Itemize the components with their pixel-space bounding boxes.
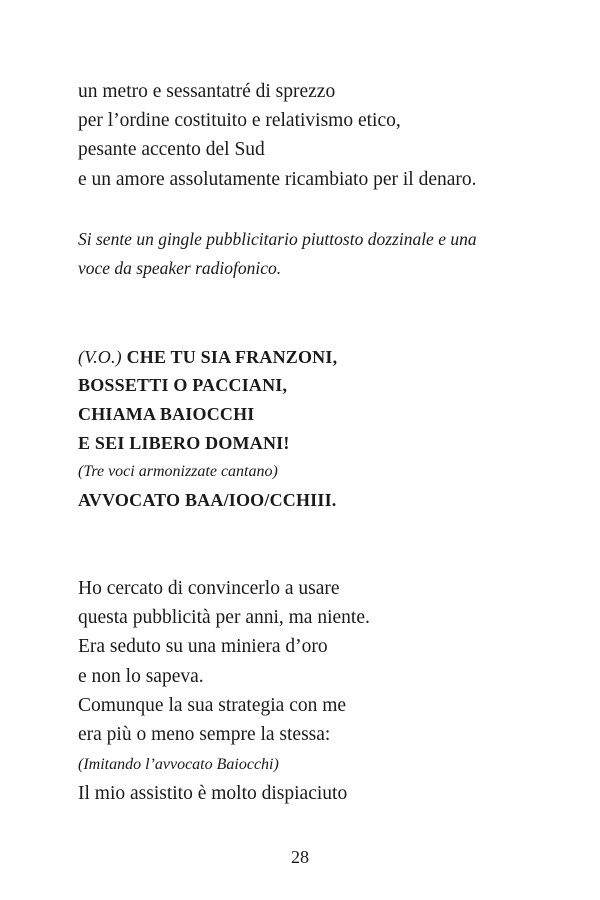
body-line: era più o meno sempre la stessa: xyxy=(78,724,331,745)
body-line: e un amore assolutamente ricambiato per il denaro. xyxy=(78,169,477,190)
jingle-line-5: AVVOCATO BAA/IOO/CCHIII. xyxy=(78,490,337,510)
body-line: Il mio assistito è molto dispiaciuto xyxy=(78,783,348,804)
jingle-line-2: BOSSETTI O PACCIANI, xyxy=(78,375,288,395)
body-line: Comunque la sua strategia con me xyxy=(78,695,347,716)
stage-direction-line: (Imitando l’avvocato Baiocchi) xyxy=(78,756,279,773)
body-line: Era seduto su una miniera d’oro xyxy=(78,636,328,657)
stage-direction-line: Si sente un gingle pubblicitario piuttosto dozzinale e una xyxy=(78,229,477,249)
jingle-text: CHE TU SIA FRANZONI, xyxy=(126,347,338,367)
jingle-line-1 xyxy=(78,345,337,369)
voice-over-tag: (V.O.) xyxy=(78,347,122,367)
body-line: un metro e sessantatré di sprezzo xyxy=(78,81,336,102)
page-number: 28 xyxy=(291,847,309,867)
body-line: per l’ordine costituito e relativismo etico, xyxy=(78,110,401,131)
body-line: questa pubblicità per anni, ma niente. xyxy=(78,607,370,628)
jingle-line-4: E SEI LIBERO DOMANI! xyxy=(78,433,290,453)
jingle-direction: (Tre voci armonizzate cantano) xyxy=(78,463,278,480)
jingle-line-3: CHIAMA BAIOCCHI xyxy=(78,404,255,424)
stage-direction-line: voce da speaker radiofonico. xyxy=(78,258,282,278)
body-line: Ho cercato di convincerlo a usare xyxy=(78,578,340,599)
body-line: pesante accento del Sud xyxy=(78,139,265,160)
body-line: e non lo sapeva. xyxy=(78,666,204,687)
